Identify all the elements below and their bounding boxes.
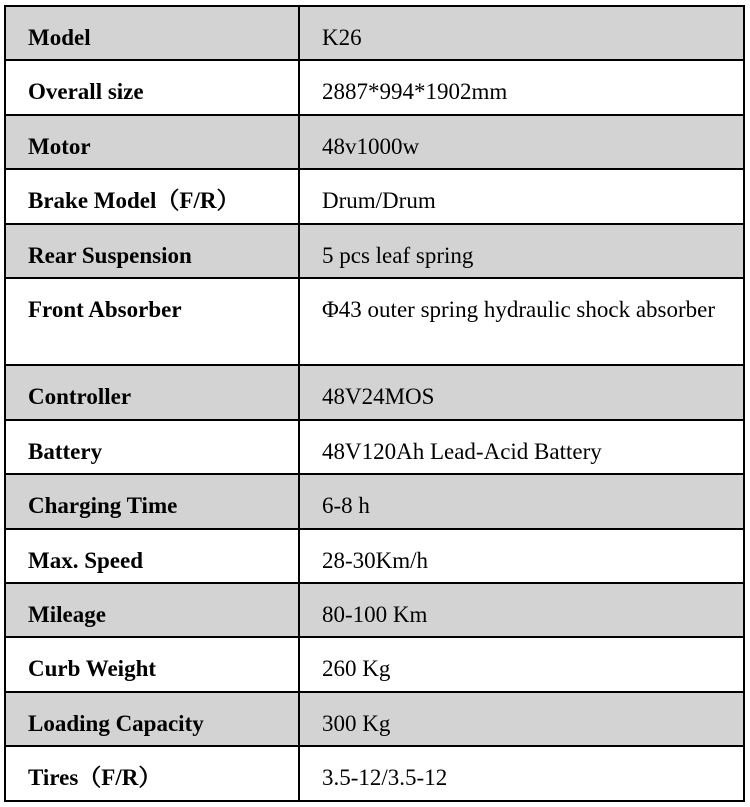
- spec-value: 5 pcs leaf spring: [299, 224, 744, 278]
- spec-row-controller: [5, 365, 744, 419]
- spec-row-overall-size: [5, 60, 744, 114]
- spec-row-battery: [5, 420, 744, 474]
- spec-row-motor: [5, 115, 744, 169]
- spec-label: Loading Capacity: [5, 692, 299, 746]
- spec-value: 3.5-12/3.5-12: [299, 746, 744, 801]
- spec-label: Battery: [5, 420, 299, 474]
- spec-label: Rear Suspension: [5, 224, 299, 278]
- spec-label: Curb Weight: [5, 637, 299, 691]
- spec-value: 48v1000w: [299, 115, 744, 169]
- spec-row-rear-suspension: [5, 224, 744, 278]
- spec-label: Controller: [5, 365, 299, 419]
- spec-value: 48V24MOS: [299, 365, 744, 419]
- spec-row-brake-model: [5, 169, 744, 223]
- spec-row-charging-time: [5, 474, 744, 528]
- spec-row-mileage: [5, 583, 744, 637]
- spec-value: 300 Kg: [299, 692, 744, 746]
- spec-label: Brake Model（F/R）: [5, 169, 299, 223]
- spec-value: 260 Kg: [299, 637, 744, 691]
- spec-value: Drum/Drum: [299, 169, 744, 223]
- spec-value: 48V120Ah Lead-Acid Battery: [299, 420, 744, 474]
- spec-table: [4, 5, 745, 802]
- spec-value: 28-30Km/h: [299, 529, 744, 583]
- spec-row-model: [5, 6, 744, 60]
- spec-label: Overall size: [5, 60, 299, 114]
- spec-label: Front Absorber: [5, 278, 299, 365]
- spec-row-max-speed: [5, 529, 744, 583]
- spec-label: Charging Time: [5, 474, 299, 528]
- spec-label: Motor: [5, 115, 299, 169]
- spec-row-loading-capacity: [5, 692, 744, 746]
- spec-label: Max. Speed: [5, 529, 299, 583]
- spec-value: 6-8 h: [299, 474, 744, 528]
- spec-row-tires: [5, 746, 744, 801]
- spec-value: K26: [299, 6, 744, 60]
- spec-value: Φ43 outer spring hydraulic shock absorber: [299, 278, 744, 365]
- spec-label: Mileage: [5, 583, 299, 637]
- spec-row-curb-weight: [5, 637, 744, 691]
- spec-row-front-absorber: [5, 278, 744, 365]
- spec-value: 2887*994*1902mm: [299, 60, 744, 114]
- spec-value: 80-100 Km: [299, 583, 744, 637]
- spec-label: Tires（F/R）: [5, 746, 299, 801]
- spec-label: Model: [5, 6, 299, 60]
